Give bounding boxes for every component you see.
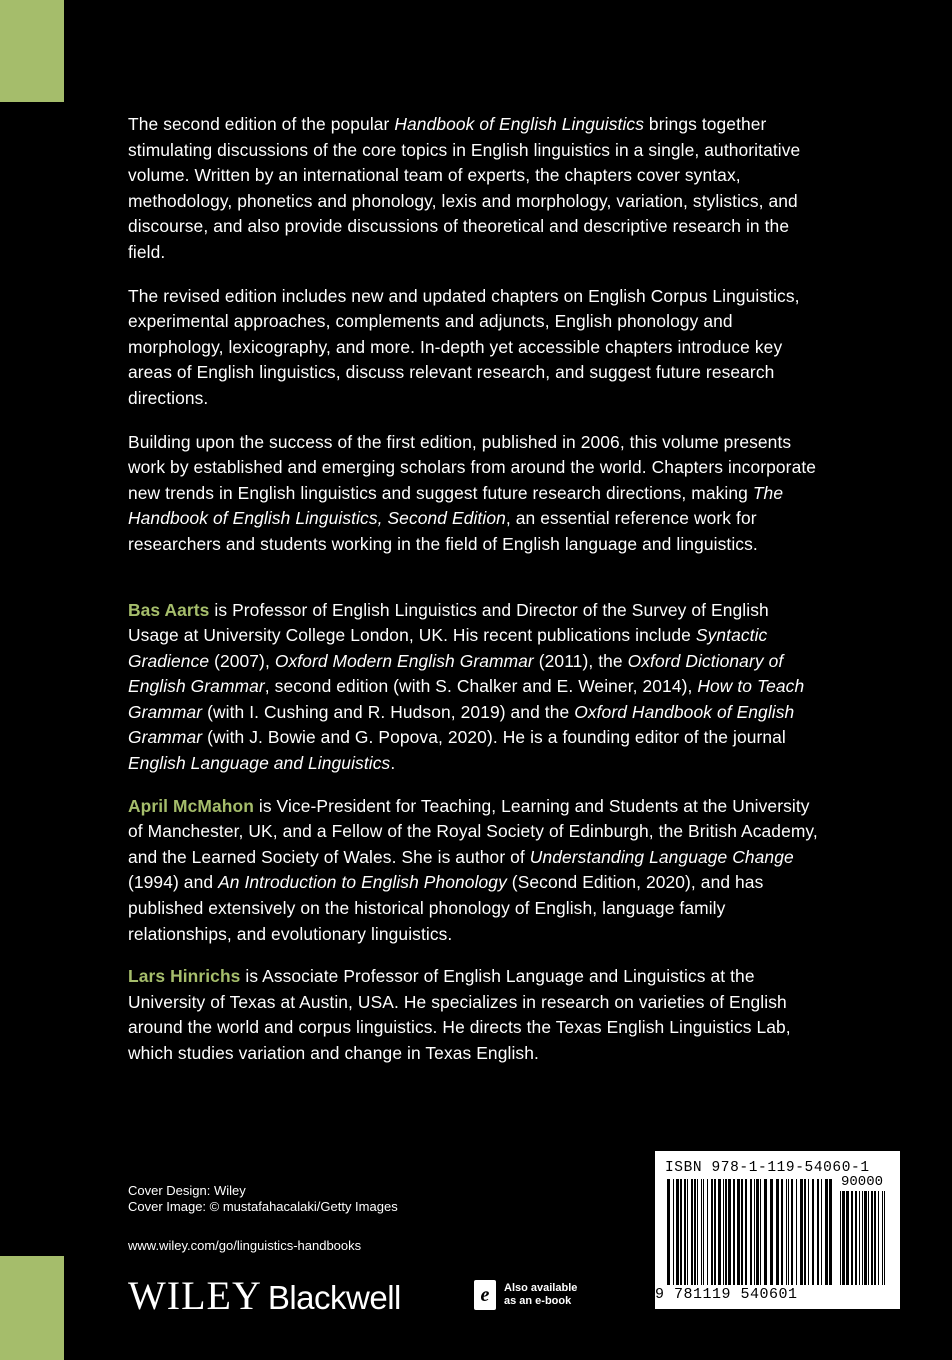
barcode-bar [817, 1179, 819, 1285]
barcode-bar [707, 1179, 708, 1285]
ebook-line-2: as an e-book [504, 1295, 572, 1307]
barcode-bar [808, 1179, 809, 1285]
cover-credits [128, 1183, 398, 1215]
barcode-bar [864, 1191, 867, 1285]
isbn-text: ISBN 978-1-119-54060-1 [665, 1160, 870, 1176]
accent-bar-bottom [0, 1256, 64, 1360]
cover-image-credit: Cover Image: © mustafahacalaki/Getty Images [128, 1199, 398, 1214]
barcode-bar [878, 1191, 879, 1285]
barcode-bar [855, 1191, 857, 1285]
barcode-bar [754, 1179, 755, 1285]
barcode-bar [741, 1179, 743, 1285]
barcode-bar [756, 1179, 759, 1285]
barcode-bar [673, 1179, 674, 1285]
barcode-bar [750, 1179, 752, 1285]
wiley-wordmark: WILEY [128, 1273, 262, 1318]
barcode-bar [680, 1179, 682, 1285]
barcode-bar [842, 1191, 845, 1285]
price-code: 90000 [841, 1174, 884, 1190]
barcode-bar [812, 1179, 814, 1285]
isbn-barcode [655, 1151, 900, 1309]
barcode-bar [687, 1179, 688, 1285]
barcode-bar [862, 1191, 863, 1285]
barcode-bar [676, 1179, 679, 1285]
barcode-bar [859, 1191, 860, 1285]
barcode-bar [667, 1179, 670, 1285]
blurb-paragraph-1: The second edition of the popular Handbook of English Linguistics brings together stimulating discussions of the core topics in English linguistics in a single, authoritative volume. Written by an international team of experts, the chapters cover syntax, methodology, phonetics and phonology, lexis and morphology, variation, stylistics, and discourse, and also provide discussions of theoretical and descriptive research in the field. [128, 114, 801, 262]
accent-bar-top [0, 0, 64, 102]
barcode-bar [884, 1191, 885, 1285]
author-name: April McMahon [128, 795, 254, 816]
barcode-bar [882, 1191, 883, 1285]
barcode-bar [711, 1179, 713, 1285]
blackwell-wordmark: Blackwell [267, 1279, 401, 1316]
barcode-bar [760, 1179, 761, 1285]
barcode-bar [800, 1179, 803, 1285]
barcode-bar [825, 1179, 828, 1285]
barcode-bar [791, 1179, 793, 1285]
barcode-bar [846, 1191, 849, 1285]
barcode-bar [694, 1179, 696, 1285]
barcode-bar [874, 1191, 876, 1285]
barcode-bars-icon [667, 1179, 835, 1285]
barcode-bar [829, 1179, 832, 1285]
barcode-bar [871, 1191, 873, 1285]
barcode-bar [697, 1179, 698, 1285]
barcode-bar [788, 1179, 789, 1285]
barcode-bar [840, 1191, 841, 1285]
barcode-bar [728, 1179, 731, 1285]
barcode-bar [691, 1179, 693, 1285]
barcode-bar [786, 1179, 787, 1285]
bio-bas-aarts: Bas Aarts is Professor of English Linguistics and Director of the Survey of English Usage at University College London, UK. His recent publications include Syntactic Gradience (2007), Oxford Modern English Grammar (2011), the Oxford Dictionary of English Grammar, second edition (with S. Chalker and E. Weiner, 2014), How to Teach Grammar (with I. Cushing and R. Hudson, 2019) and the Oxford Handbook of English Grammar (with J. Bowie and G. Popova, 2020). He is a founding editor of the journal English Language and Linguistics. [128, 599, 805, 774]
cover-design-credit: Cover Design: Wiley [128, 1183, 246, 1198]
author-name: Bas Aarts [128, 599, 210, 620]
barcode-bar [796, 1179, 797, 1285]
barcode-addon-bars-icon [840, 1191, 890, 1285]
barcode-bar [733, 1179, 735, 1285]
barcode-bar [776, 1179, 779, 1285]
ebook-badge [474, 1280, 577, 1310]
author-name: Lars Hinrichs [128, 966, 241, 987]
bio-lars-hinrichs: Lars Hinrichs is Associate Professor of English Language and Linguistics at the University of Texas at Austin, USA. He specializes in research on varieties of English around the world and corpus linguistics. He directs the Texas English Linguistics Lab, which studies variation and change in Texas English. [128, 966, 791, 1063]
barcode-bar [725, 1179, 727, 1285]
barcode-bar [868, 1191, 869, 1285]
bio-april-mcmahon: April McMahon is Vice-President for Teaching, Learning and Students at the University of Manchester, UK, and a Fellow of the Royal Society of Edinburgh, the British Academy, and the Learned Society of Wales. She is author of Understanding Language Change (1994) and An Introduction to English Phonology (Second Edition, 2020), and has published extensively on the historical phonology of English, language family relationships, and evolutionary linguistics. [128, 795, 818, 944]
author-bios [128, 598, 822, 1067]
barcode-bar [737, 1179, 740, 1285]
website-link[interactable]: www.wiley.com/go/linguistics-handbooks [128, 1238, 362, 1253]
blurb-paragraph-3: Building upon the success of the first edition, published in 2006, this volume presents work by established and emerging scholars from around the world. Chapters incorporate new trends in English linguistics and suggest future research directions, making The Handbook of English Linguistics, Second Edition, an essential reference work for researchers and students working in the field of English language and linguistics. [128, 431, 817, 554]
back-cover-text [128, 112, 822, 1084]
barcode-bar [718, 1179, 721, 1285]
barcode-bar [821, 1179, 822, 1285]
barcode-bar [723, 1179, 724, 1285]
ebook-line-1: Also available [504, 1282, 578, 1294]
publisher-logo [128, 1272, 401, 1319]
barcode-bar [703, 1179, 704, 1285]
barcode-bar [745, 1179, 747, 1285]
barcode-bar [714, 1179, 716, 1285]
barcode-bar [770, 1179, 773, 1285]
barcode-digits: 9 781119 540601 [655, 1286, 798, 1303]
barcode-bar [701, 1179, 702, 1285]
ebook-icon: e [474, 1280, 496, 1310]
barcode-bar [684, 1179, 686, 1285]
barcode-bar [804, 1179, 806, 1285]
barcode-bar [764, 1179, 767, 1285]
barcode-bar [851, 1191, 853, 1285]
blurb-paragraph-2: The revised edition includes new and updated chapters on English Corpus Linguistics, experimental approaches, complements and adjuncts, English phonology and morphology, lexicography, and more. In-depth yet accessible chapters introduce key areas of English linguistics, discuss relevant research, and suggest future research directions. [128, 285, 800, 408]
barcode-bar [781, 1179, 783, 1285]
